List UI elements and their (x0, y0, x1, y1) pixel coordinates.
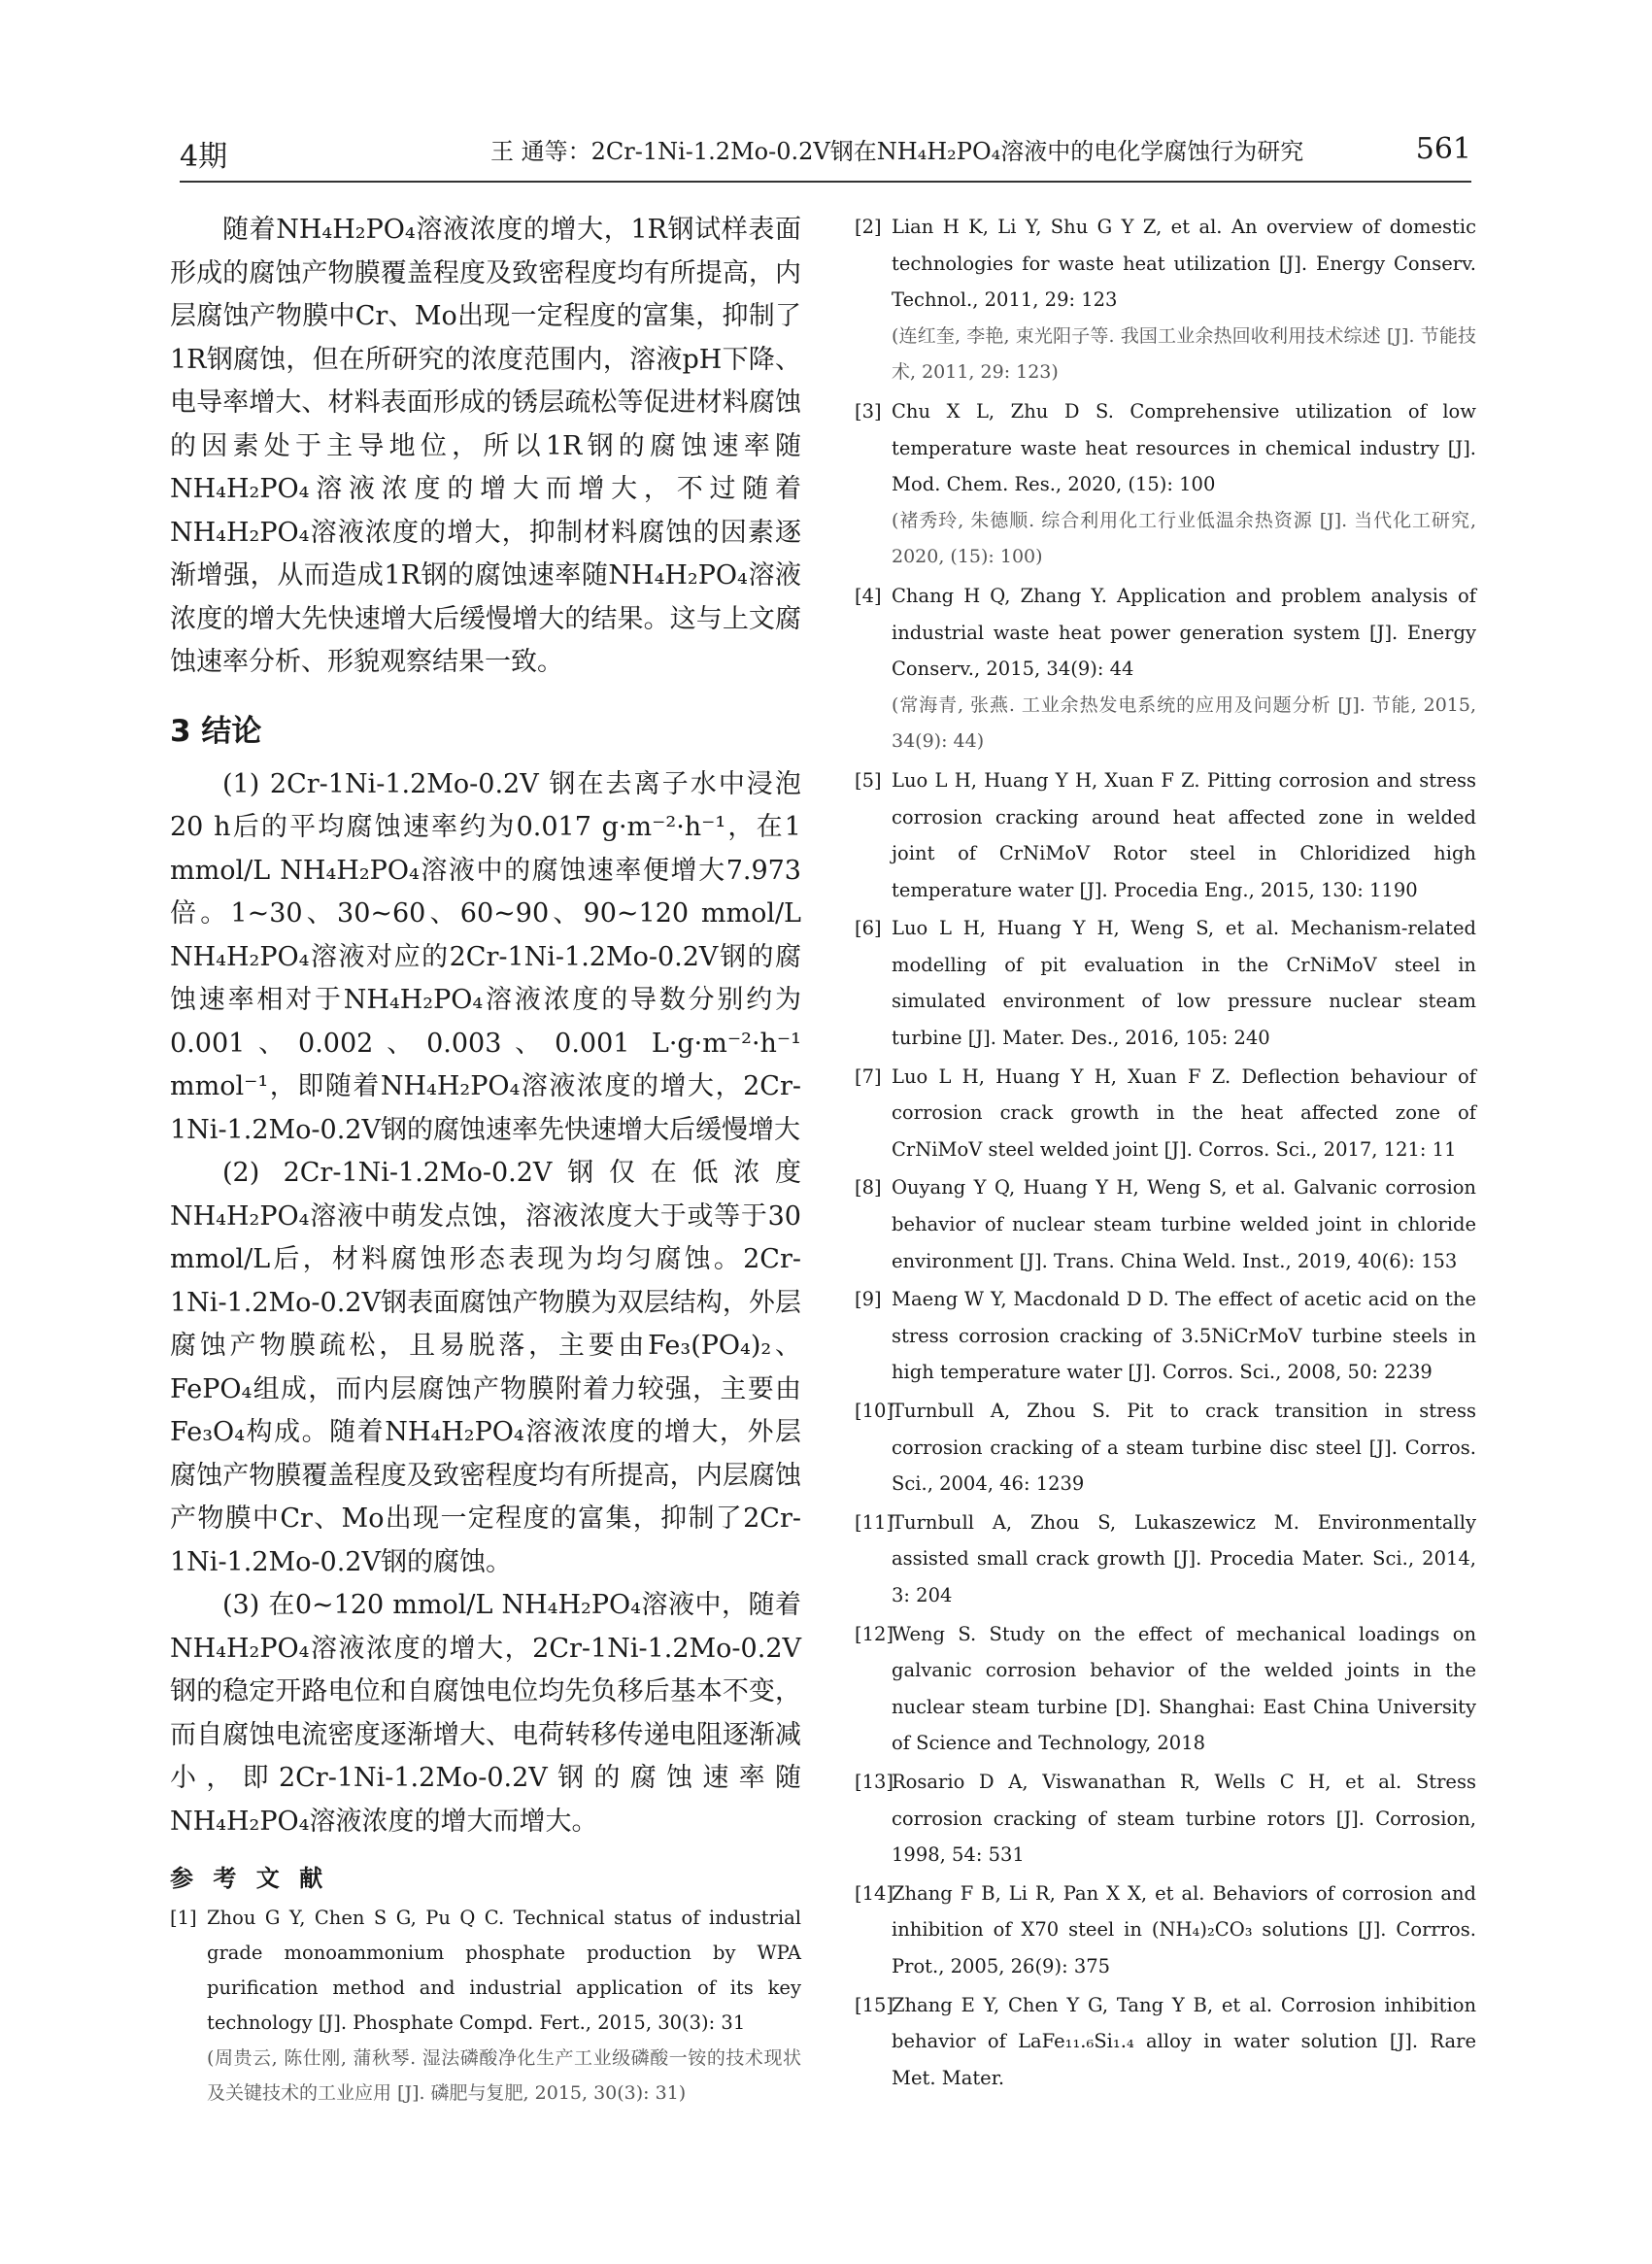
reference-number: [11] (855, 1510, 894, 1534)
section-title: 3 结论 (170, 713, 262, 749)
reference-body (892, 1987, 1476, 2097)
reference-body (892, 1875, 1476, 1985)
references-title: 参 考 文 献 (170, 1865, 329, 1892)
reference-body (892, 393, 1476, 576)
issue-label: 4期 (180, 140, 228, 174)
reference-number: [3] (855, 399, 882, 422)
reference-number: [14] (855, 1881, 894, 1905)
reference-item (855, 910, 1476, 1056)
intro-paragraph: 随着NH₄H₂PO₄溶液浓度的增大，1R钢试样表面形成的腐蚀产物膜覆盖程度及致密程度均有所提高，内层腐蚀产物膜中Cr、Mo出现一定程度的富集，抑制了1R钢腐蚀，但在所研究的浓度范围内，溶液pH下降、电导率增大、材料表面形成的锈层疏松等促进材料腐蚀的因素处于主导地位，所以1R钢的腐蚀速率随NH₄H₂PO₄溶液浓度的增大而增大，不过随着NH₄H₂PO₄溶液浓度的增大，抑制材料腐蚀的因素逐渐增强，从而造成1R钢的腐蚀速率随NH₄H₂PO₄溶液浓度的增大先快速增大后缓慢增大的结果。这与上文腐蚀速率分析、形貌观察结果一致。 (170, 215, 801, 677)
running-header (0, 124, 1652, 175)
reference-body (892, 1764, 1476, 1874)
reference-text: Luo L H, Huang Y H, Xuan F Z. Pitting corrosion and stress corrosion cracking around heat affected zone in welded joint of CrNiMoV Rotor steel in Chloridized high temperature water [J]. Procedia Eng., 2015, 130: 1190 (892, 768, 1476, 901)
reference-number: [12] (855, 1622, 894, 1645)
reference-item (855, 1281, 1476, 1391)
reference-text: Ouyang Y Q, Huang Y H, Weng S, et al. Galvanic corrosion behavior of nuclear steam turbine welded joint in chloride environment [J]. Trans. China Weld. Inst., 2019, 40(6): 153 (892, 1176, 1476, 1272)
reference-item (855, 393, 1476, 576)
conclusion-3: (3) 在0~120 mmol/L NH₄H₂PO₄溶液中，随着NH₄H₂PO₄溶液浓度的增大，2Cr-1Ni-1.2Mo-0.2V钢的稳定开路电位和自腐蚀电位均先负移后基本不变，而自腐蚀电流密度逐渐增大、电荷转移传递电阻逐渐减小，即2Cr-1Ni-1.2Mo-0.2V钢的腐蚀速率随NH₄H₂PO₄溶液浓度的增大而增大。 (170, 1590, 801, 1837)
reference-body (892, 578, 1476, 760)
reference-text: Zhang E Y, Chen Y G, Tang Y B, et al. Corrosion inhibition behavior of LaFe₁₁.₆Si₁.₄ alloy in water solution [J]. Rare Met. Mater. (892, 1993, 1476, 2089)
reference-body (892, 1504, 1476, 1614)
reference-body (892, 1281, 1476, 1391)
reference-number: [2] (855, 216, 882, 238)
page-number: 561 (1415, 132, 1471, 166)
reference-text: Luo L H, Huang Y H, Weng S, et al. Mechanism-related modelling of pit evaluation in the CrNiMoV steel in simulated environment of low pressure nuclear steam turbine [J]. Mater. Des., 2016, 105: 240 (892, 917, 1476, 1050)
reference-body (892, 910, 1476, 1056)
reference-translation: (连红奎, 李艳, 束光阳子等. 我国工业余热回收利用技术综述 [J]. 节能技术, 2011, 29: 123) (892, 324, 1476, 384)
reference-text: Zhang F B, Li R, Pan X X, et al. Behaviors of corrosion and inhibition of X70 steel in (NH₄)₂CO₃ solutions [J]. Corrros. Prot., 2005, 26(9): 375 (892, 1881, 1476, 1977)
reference-number: [9] (855, 1288, 882, 1311)
reference-body (892, 1393, 1476, 1503)
running-title: 王 通等：2Cr-1Ni-1.2Mo-0.2V钢在NH₄H₂PO₄溶液中的电化学腐蚀行为研究 (490, 138, 1304, 165)
reference-number: [6] (855, 917, 882, 940)
reference-text: Weng S. Study on the effect of mechanical loadings on galvanic corrosion behavior of the welded joints in the nuclear steam turbine [D]. Shanghai: East China University of Science and Technology, 2018 (892, 1622, 1476, 1755)
reference-number: [7] (855, 1064, 882, 1088)
reference-item (855, 1875, 1476, 1985)
reference-translation: (褚秀玲, 朱德顺. 综合利用化工行业低温余热资源 [J]. 当代化工研究, 2020, (15): 100) (892, 509, 1476, 568)
header-rule (180, 181, 1471, 183)
reference-item (855, 1764, 1476, 1874)
reference-number: [15] (855, 1993, 894, 2016)
reference-body (892, 762, 1476, 908)
reference-item (855, 1616, 1476, 1762)
reference-item (855, 1987, 1476, 2097)
reference-item (855, 762, 1476, 908)
reference-text: Chu X L, Zhu D S. Comprehensive utilization of low temperature waste heat resources in chemical industry [J]. Mod. Chem. Res., 2020, (15): 100 (892, 399, 1476, 496)
reference-item (855, 209, 1476, 391)
conclusion-1: (1) 2Cr-1Ni-1.2Mo-0.2V 钢在去离子水中浸泡20 h后的平均腐蚀速率约为0.017 g·m⁻²·h⁻¹，在1 mmol/L NH₄H₂PO₄溶液中的腐蚀速率便增大7.973倍。1~30、30~60、60~90、90~120 mmol/L NH₄H₂PO₄溶液对应的2Cr-1Ni-1.2Mo-0.2V钢的腐蚀速率相对于NH₄H₂PO₄溶液浓度的导数分别约为0.001、0.002、0.003、0.001 L·g·m⁻²·h⁻¹ mmol⁻¹，即随着NH₄H₂PO₄溶液浓度的增大，2Cr-1Ni-1.2Mo-0.2V钢的腐蚀速率先快速增大后缓慢增大 (170, 768, 801, 1145)
reference-number: [1] (170, 1907, 197, 1929)
reference-text: Rosario D A, Viswanathan R, Wells C H, et al. Stress corrosion cracking of steam turbine rotors [J]. Corrosion, 1998, 54: 531 (892, 1770, 1476, 1867)
reference-text: Chang H Q, Zhang Y. Application and problem analysis of industrial waste heat power generation system [J]. Energy Conserv., 2015, 34(9): 44 (892, 584, 1476, 681)
reference-number: [4] (855, 584, 882, 607)
reference-body (207, 1901, 801, 2111)
reference-text: Maeng W Y, Macdonald D D. The effect of acetic acid on the stress corrosion cracking of 3.5NiCrMoV turbine steels in high temperature water [J]. Corros. Sci., 2008, 50: 2239 (892, 1288, 1476, 1384)
reference-number: [13] (855, 1770, 894, 1793)
reference-item (855, 1059, 1476, 1168)
reference-body (892, 1169, 1476, 1279)
reference-translation: (周贵云, 陈仕刚, 蒲秋琴. 湿法磷酸净化生产工业级磷酸一铵的技术现状及关键技术的工业应用 [J]. 磷肥与复肥, 2015, 30(3): 31) (207, 2047, 801, 2104)
reference-text: Turnbull A, Zhou S. Pit to crack transition in stress corrosion cracking of a steam turbine disc steel [J]. Corros. Sci., 2004, 46: 1239 (892, 1400, 1476, 1496)
reference-number: [5] (855, 768, 882, 792)
reference-item (855, 1169, 1476, 1279)
reference-text: Lian H K, Li Y, Shu G Y Z, et al. An overview of domestic technologies for waste heat utilization [J]. Energy Conserv. Technol., 2011, 29: 123 (892, 216, 1476, 312)
reference-text: Turnbull A, Zhou S, Lukaszewicz M. Environmentally assisted small crack growth [J]. Procedia Mater. Sci., 2014, 3: 204 (892, 1510, 1476, 1606)
reference-item (170, 1901, 801, 2111)
reference-body (892, 209, 1476, 391)
reference-number: [8] (855, 1176, 882, 1200)
conclusion-2: (2) 2Cr-1Ni-1.2Mo-0.2V钢仅在低浓度NH₄H₂PO₄溶液中萌发点蚀，溶液浓度大于或等于30 mmol/L后，材料腐蚀形态表现为均匀腐蚀。2Cr-1Ni-1.2Mo-0.2V钢表面腐蚀产物膜为双层结构，外层腐蚀产物膜疏松，且易脱落，主要由Fe₃(PO₄)₂、FePO₄组成，而内层腐蚀产物膜附着力较强，主要由Fe₃O₄构成。随着NH₄H₂PO₄溶液浓度的增大，外层腐蚀产物膜覆盖程度及致密程度均有所提高，内层腐蚀产物膜中Cr、Mo出现一定程度的富集，抑制了2Cr-1Ni-1.2Mo-0.2V钢的腐蚀。 (170, 1158, 801, 1577)
reference-body (892, 1616, 1476, 1762)
reference-text: Zhou G Y, Chen S G, Pu Q C. Technical status of industrial grade monoammonium phosphate production by WPA purification method and industrial application of its key technology [J]. Phosphate Compd. Fert., 2015, 30(3): 31 (207, 1907, 801, 2034)
reference-body (892, 1059, 1476, 1168)
left-column (170, 209, 801, 2112)
reference-translation: (常海青, 张燕. 工业余热发电系统的应用及问题分析 [J]. 节能, 2015, 34(9): 44) (892, 693, 1476, 753)
reference-item (855, 578, 1476, 760)
reference-item (855, 1393, 1476, 1503)
reference-item (855, 1504, 1476, 1614)
right-column (855, 209, 1476, 2100)
reference-text: Luo L H, Huang Y H, Xuan F Z. Deflection behaviour of corrosion crack growth in the heat affected zone of CrNiMoV steel welded joint [J]. Corros. Sci., 2017, 121: 11 (892, 1064, 1476, 1161)
reference-number: [10] (855, 1400, 894, 1422)
